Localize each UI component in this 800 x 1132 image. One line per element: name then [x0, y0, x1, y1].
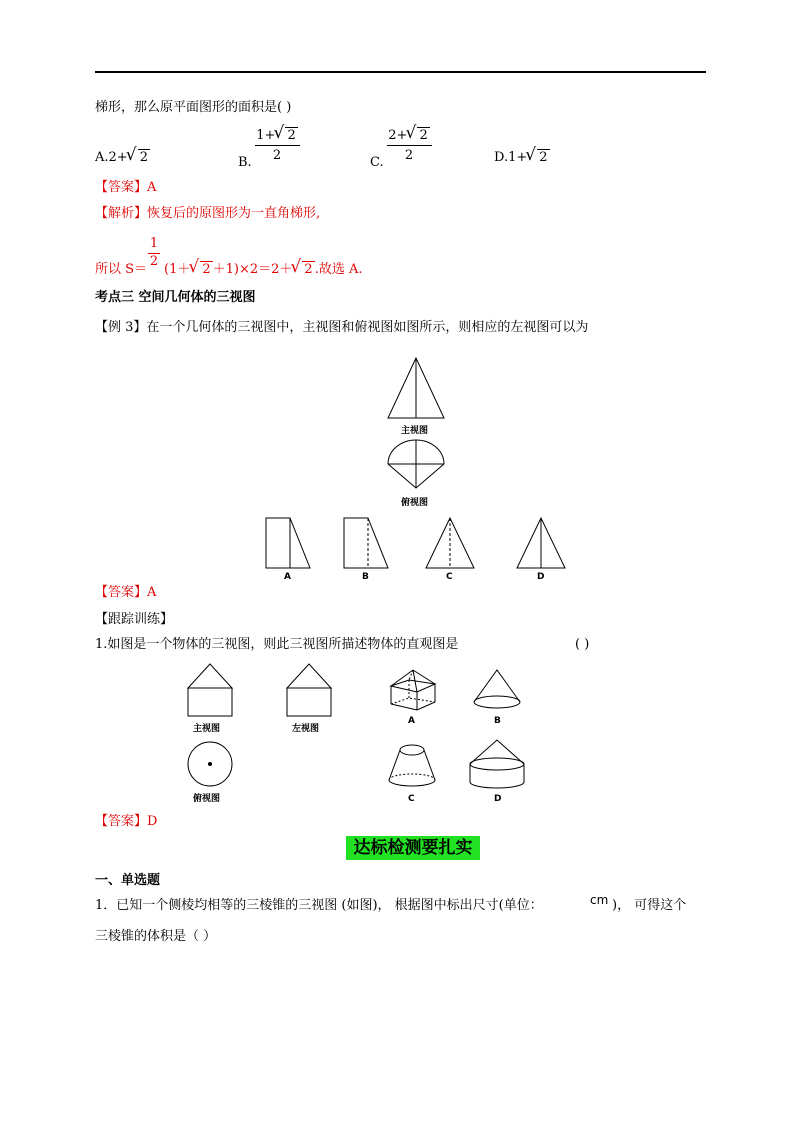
- side-view-option-b-label: B: [362, 572, 369, 582]
- header-rule: [95, 71, 706, 73]
- side-view-option-a-figure[interactable]: [264, 516, 312, 570]
- side-view-option-c-label: C: [446, 572, 453, 582]
- analysis-line: 【解析】恢复后的原图形为一直角梯形,: [95, 206, 321, 221]
- single-question-1-line-1: 1．已知一个侧棱均相等的三棱锥的三视图 (如图)， 根据图中标出尺寸(单位：: [95, 898, 543, 913]
- left-view-figure-2: [285, 662, 333, 718]
- option-a[interactable]: [95, 150, 150, 166]
- solid-option-c-figure[interactable]: [387, 742, 437, 790]
- side-view-option-c-figure[interactable]: [424, 516, 476, 570]
- half-numerator: 1: [149, 236, 159, 251]
- option-b-fraction-bar: [255, 145, 300, 146]
- answer-1: 【答案】A: [95, 180, 157, 195]
- option-b-denominator: 2: [272, 148, 282, 163]
- option-b-numerator: 1+√ 2: [253, 128, 301, 144]
- front-view-figure-2: [186, 662, 234, 718]
- front-view-figure-1: [386, 356, 446, 420]
- intro-line: 梯形，那么原平面图形的面积是( ): [95, 100, 292, 115]
- example-3: 【例 3】在一个几何体的三视图中，主视图和俯视图如图所示，则相应的左视图可以为: [95, 320, 589, 335]
- option-a-text: A.2+: [95, 150, 128, 165]
- analysis-expression: (1＋√ 2 ＋1)×2＝2＋√ 2 .故选 A.: [164, 262, 362, 278]
- single-question-1-line-1-end: )， 可得这个: [612, 898, 687, 913]
- front-view-caption-2: 主视图: [193, 724, 221, 734]
- solid-option-d-figure[interactable]: [468, 738, 526, 792]
- half-denominator: 2: [149, 254, 159, 269]
- option-d[interactable]: D.1+√ 2: [494, 150, 550, 166]
- top-view-caption-2: 俯视图: [193, 794, 221, 804]
- solid-option-b-figure[interactable]: [472, 668, 522, 714]
- side-view-option-b-figure[interactable]: [342, 516, 390, 570]
- followup-question-1-paren: ( ): [575, 637, 590, 652]
- followup-heading: 【跟踪训练】: [95, 612, 174, 627]
- top-view-figure-1: [386, 438, 446, 490]
- option-b-label[interactable]: B.: [238, 155, 252, 170]
- section-title-highlight: 达标检测要扎实: [346, 836, 480, 860]
- solid-option-a-figure[interactable]: [387, 668, 439, 714]
- answer-2: 【答案】A: [95, 585, 157, 600]
- side-view-option-d-label: D: [537, 572, 545, 582]
- solid-option-a-label: A: [408, 716, 415, 726]
- option-c-numerator: 2+√ 2: [385, 128, 433, 144]
- sqrt-a: √ 2: [128, 150, 150, 166]
- side-view-option-d-figure[interactable]: [515, 516, 567, 570]
- part-1-heading: 一、单选题: [95, 873, 161, 888]
- top-view-figure-2: [186, 740, 234, 788]
- option-c-label[interactable]: C.: [370, 155, 384, 170]
- side-view-option-a-label: A: [284, 572, 291, 582]
- option-d-text: D.1+: [494, 150, 528, 165]
- answer-3: 【答案】D: [95, 814, 158, 829]
- option-c-fraction-bar: [387, 145, 432, 146]
- top-view-caption-1: 俯视图: [401, 498, 429, 508]
- followup-question-1: 1.如图是一个物体的三视图，则此三视图所描述物体的直观图是: [95, 637, 459, 652]
- left-view-caption-2: 左视图: [292, 724, 320, 734]
- solid-option-c-label: C: [408, 794, 415, 804]
- solid-option-b-label: B: [494, 716, 501, 726]
- analysis-so-prefix: 所以 S＝: [95, 262, 148, 277]
- option-c-denominator: 2: [404, 148, 414, 163]
- front-view-caption-1: 主视图: [401, 426, 429, 436]
- solid-option-d-label: D: [494, 794, 502, 804]
- kaodian-heading: 考点三 空间几何体的三视图: [95, 290, 256, 305]
- single-question-1-line-2: 三棱锥的体积是（ ）: [95, 929, 217, 944]
- single-question-1-unit: cm: [590, 893, 609, 907]
